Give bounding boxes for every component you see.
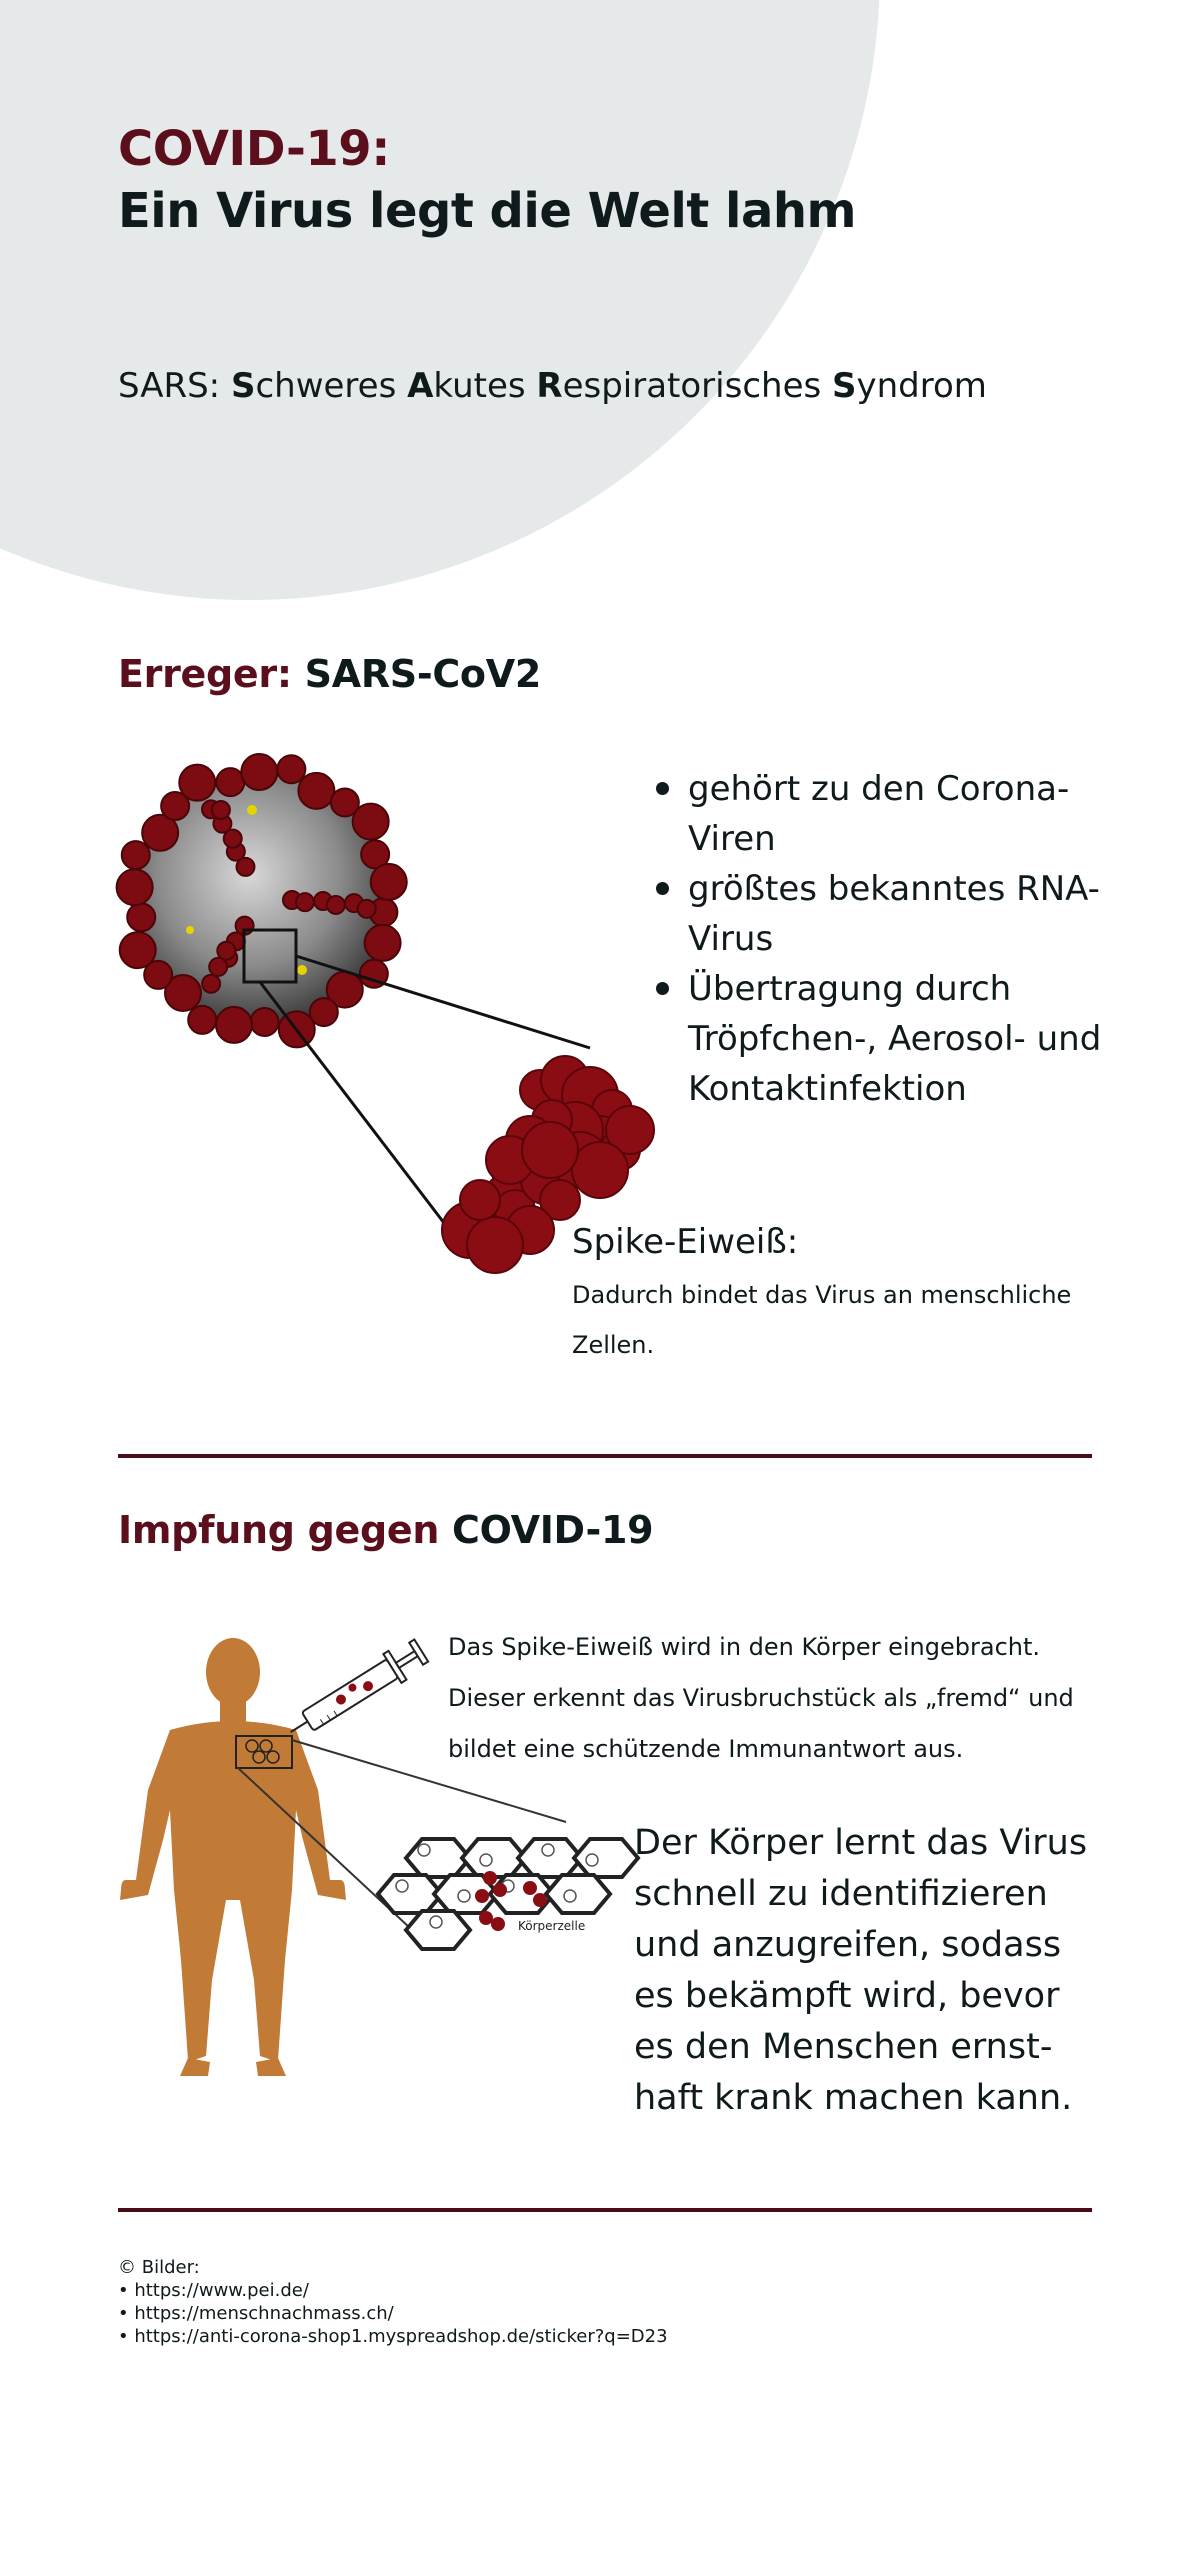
sars-initial-s2: S: [832, 366, 857, 406]
erreger-heading-rest: SARS-CoV2: [291, 652, 541, 696]
title-line-1: COVID-19:: [118, 121, 390, 177]
impfung-heading-accent: Impfung gegen: [118, 1508, 440, 1552]
sars-word-rest: yndrom: [856, 366, 987, 406]
credit-link[interactable]: • https://anti-corona-shop1.myspreadshop.de/sticker?q=D23: [118, 2325, 668, 2348]
credit-link[interactable]: • https://menschnachmass.ch/: [118, 2302, 668, 2325]
cell-label: Körperzelle: [518, 1919, 586, 1933]
image-credits: [118, 2256, 668, 2348]
human-body-icon: [120, 1638, 346, 2076]
body-cells-icon: [378, 1839, 638, 1949]
syringe-icon: [282, 1636, 431, 1746]
immune-learning-text: Der Körper lernt das Virus schnell zu identifizieren und anzugreifen, sodass es bekämpft wird, bevor es den Menschen ernst-haft krank machen kann.: [634, 1823, 1088, 2118]
vaccination-description: Das Spike-Eiweiß wird in den Körper eingebracht. Dieser erkennt das Virusbruchstück als „fremd“ und bildet eine schützende Immunantwort aus.: [448, 1633, 1074, 1763]
impfung-heading-rest: COVID-19: [439, 1508, 654, 1552]
sars-initial-r: R: [536, 366, 563, 406]
credits-title: © Bilder:: [118, 2257, 200, 2278]
section-divider: [118, 2208, 1092, 2212]
sars-word-rest: kutes: [433, 366, 537, 406]
credit-link[interactable]: • https://www.pei.de/: [118, 2279, 668, 2302]
sars-word-rest: chweres: [255, 366, 408, 406]
spike-description: Dadurch bindet das Virus an menschliche Zellen.: [572, 1281, 1072, 1359]
list-item: größtes bekanntes RNA-Virus: [646, 864, 1106, 964]
sars-word-rest: espiratorisches: [562, 366, 833, 406]
list-item: gehört zu den Corona-Viren: [646, 764, 1106, 864]
spike-title: Spike-Eiweiß:: [572, 1222, 799, 1262]
title-line-2: Ein Virus legt die Welt lahm: [118, 183, 857, 239]
erreger-heading-accent: Erreger:: [118, 652, 292, 696]
sars-initial-a: A: [407, 366, 434, 406]
list-item: Übertragung durch Tröpfchen-, Aerosol- und Kontaktinfektion: [646, 964, 1106, 1114]
sars-initial-s: S: [230, 366, 256, 406]
sars-prefix: SARS:: [118, 366, 231, 406]
